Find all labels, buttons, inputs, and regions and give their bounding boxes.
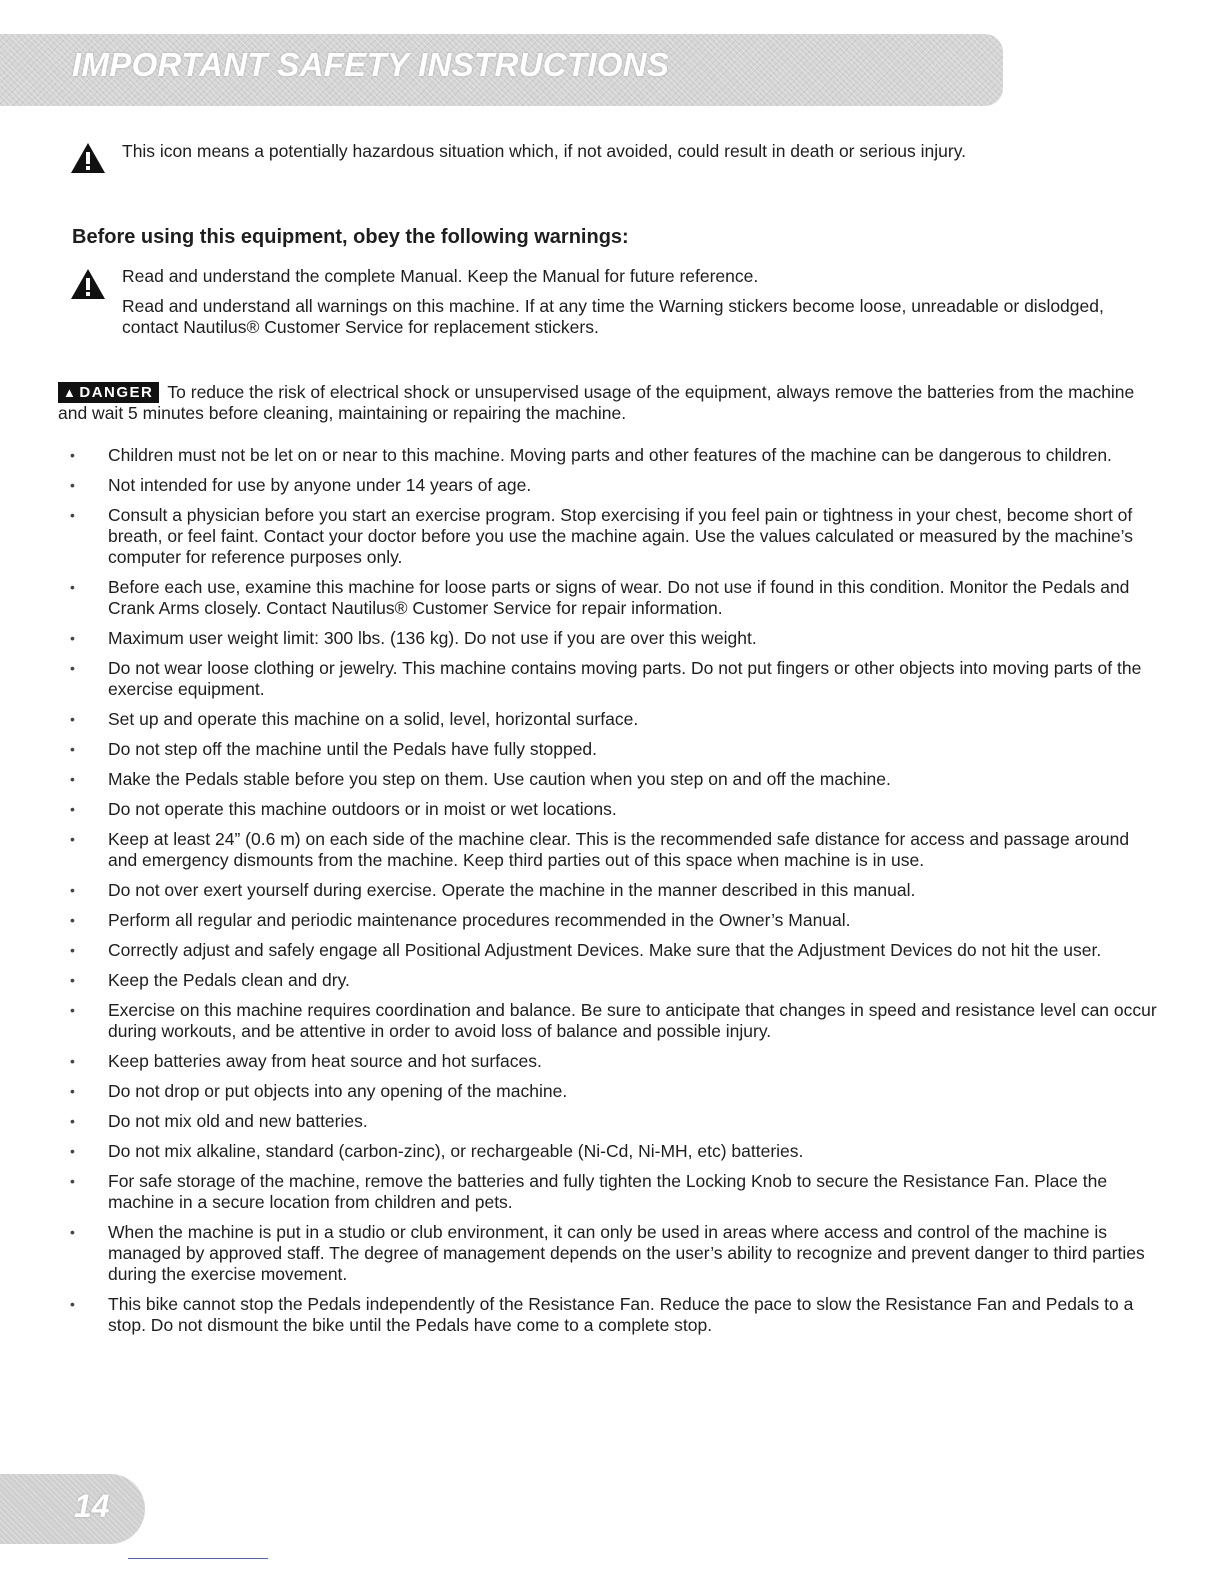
danger-paragraph: [58, 382, 1158, 424]
warnings-list: [58, 445, 1158, 1345]
danger-triangle-icon: ▲: [63, 385, 78, 400]
list-item: • When the machine is put in a studio or club environment, it can only be used in areas where access and control of the machine is managed by approved staff. The degree of management depends on the user’s ability to recognize and prevent danger to third parties during the exercise movement.: [58, 1222, 1158, 1285]
read-manual-warning: Read and understand the complete Manual. Keep the Manual for future reference.: [122, 266, 759, 286]
list-item: • Keep batteries away from heat source and hot surfaces.: [58, 1051, 1158, 1072]
warning-triangle-icon: [70, 268, 106, 300]
danger-text: To reduce the risk of electrical shock or unsupervised usage of the equipment, always remove the batteries from the machine and wait 5 minutes before cleaning, maintaining or repairing the machine.: [58, 382, 1135, 423]
list-item: • This bike cannot stop the Pedals independently of the Resistance Fan. Reduce the pace to slow the Resistance Fan and Pedals to a stop. Do not dismount the bike until the Pedals have come to a complete stop.: [58, 1294, 1158, 1336]
page-number: 14: [74, 1488, 110, 1524]
hazard-icon-explanation: This icon means a potentially hazardous situation which, if not avoided, could result in death or serious injury.: [122, 141, 967, 161]
list-item: • Perform all regular and periodic maintenance procedures recommended in the Owner’s Manual.: [58, 910, 1158, 931]
list-item: • Maximum user weight limit: 300 lbs. (136 kg). Do not use if you are over this weight.: [58, 628, 1158, 649]
list-item: • Consult a physician before you start an exercise program. Stop exercising if you feel pain or tightness in your chest, become short of breath, or feel faint. Contact your doctor before you use the machine again. Use the values calculated or measured by the machine’s computer for reference purposes only.: [58, 505, 1158, 568]
section-heading: Before using this equipment, obey the following warnings:: [72, 226, 629, 248]
list-item: • Do not mix old and new batteries.: [58, 1111, 1158, 1132]
list-item: • For safe storage of the machine, remove the batteries and fully tighten the Locking Knob to secure the Resistance Fan. Place the machine in a secure location from children and pets.: [58, 1171, 1158, 1213]
footer-divider: [128, 1558, 268, 1559]
read-stickers-warning: Read and understand all warnings on this machine. If at any time the Warning stickers become loose, unreadable or dislodged, contact Nautilus® Customer Service for replacement stickers.: [122, 296, 1104, 337]
list-item: • Not intended for use by anyone under 14 years of age.: [58, 475, 1158, 496]
list-item: • Children must not be let on or near to this machine. Moving parts and other features of the machine can be dangerous to children.: [58, 445, 1158, 466]
warning-triangle-icon: [70, 142, 106, 174]
list-item: • Do not mix alkaline, standard (carbon-zinc), or rechargeable (Ni-Cd, Ni-MH, etc) batteries.: [58, 1141, 1158, 1162]
list-item: • Do not operate this machine outdoors or in moist or wet locations.: [58, 799, 1158, 820]
danger-badge: [58, 382, 159, 403]
list-item: • Do not drop or put objects into any opening of the machine.: [58, 1081, 1158, 1102]
list-item: • Exercise on this machine requires coordination and balance. Be sure to anticipate that changes in speed and resistance level can occur during workouts, and be attentive in order to avoid loss of balance and possible injury.: [58, 1000, 1158, 1042]
list-item: • Make the Pedals stable before you step on them. Use caution when you step on and off the machine.: [58, 769, 1158, 790]
list-item: • Correctly adjust and safely engage all Positional Adjustment Devices. Make sure that the Adjustment Devices do not hit the user.: [58, 940, 1158, 961]
list-item: • Do not wear loose clothing or jewelry. This machine contains moving parts. Do not put fingers or other objects into moving parts of the exercise equipment.: [58, 658, 1158, 700]
danger-label: DANGER: [79, 384, 154, 401]
list-item: • Keep the Pedals clean and dry.: [58, 970, 1158, 991]
page-number-tab: [0, 1474, 145, 1544]
page-title: IMPORTANT SAFETY INSTRUCTIONS: [72, 46, 670, 83]
list-item: • Keep at least 24” (0.6 m) on each side of the machine clear. This is the recommended safe distance for access and passage around and emergency dismounts from the machine. Keep third parties out of this space when machine is in use.: [58, 829, 1158, 871]
list-item: • Do not step off the machine until the Pedals have fully stopped.: [58, 739, 1158, 760]
list-item: • Set up and operate this machine on a solid, level, horizontal surface.: [58, 709, 1158, 730]
list-item: • Before each use, examine this machine for loose parts or signs of wear. Do not use if found in this condition. Monitor the Pedals and Crank Arms closely. Contact Nautilus® Customer Service for repair information.: [58, 577, 1158, 619]
list-item: • Do not over exert yourself during exercise. Operate the machine in the manner described in this manual.: [58, 880, 1158, 901]
